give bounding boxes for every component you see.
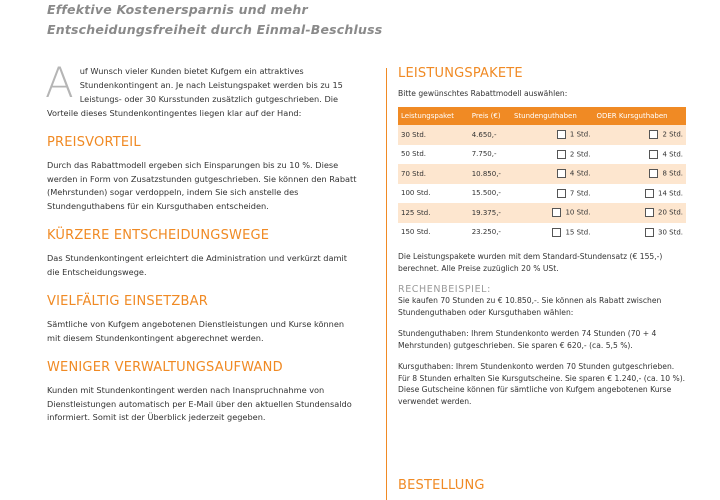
section-text: Sämtliche von Kufgem angebotenen Dienstleistungen und Kurse können mit diesem Stundenkontingent abgerechnet werden. xyxy=(47,319,345,343)
stunden-checkbox[interactable] xyxy=(552,228,561,237)
packages-subtitle: Bitte gewünschtes Rabattmodell auswählen: xyxy=(398,89,568,98)
kurs-checkbox[interactable] xyxy=(649,130,658,139)
packages-table xyxy=(398,107,686,242)
intro-text: uf Wunsch vieler Kunden bietet Kufgem ein attraktives Stundenkontingent an. Je nach Leistungspaket werden bis zu 15 Leistungs- oder 30 Kursstunden zusätzlich gutgeschrieben. Die Vorteile dieses Stundenkontingentes liegen klar auf der Hand: xyxy=(47,66,343,118)
table-row xyxy=(398,145,686,165)
preis-cell: 7.750,- xyxy=(469,145,511,165)
kurs-cell: 30 Std. xyxy=(658,228,683,237)
section-text: Kunden mit Stundenkontingent werden nach Inanspruchnahme von Dienstleistungen automatisch per E-Mail über den aktuellen Stundensaldo informiert. Somit ist der Überblick jederzeit gegeben. xyxy=(47,385,352,422)
preis-cell: 10.850,- xyxy=(469,164,511,184)
stunden-checkbox[interactable] xyxy=(557,150,566,159)
paket-cell: 50 Std. xyxy=(398,145,469,165)
right-column xyxy=(398,66,688,407)
stunden-checkbox[interactable] xyxy=(552,208,561,217)
kurs-cell: 8 Std. xyxy=(662,169,683,178)
section-einsetzbar xyxy=(47,294,357,345)
stunden-checkbox[interactable] xyxy=(557,169,566,178)
paket-cell: 30 Std. xyxy=(398,125,469,145)
paket-cell: 100 Std. xyxy=(398,184,469,204)
headline-line-1: Effektive Kostenersparnis und mehr xyxy=(47,2,308,17)
intro-paragraph xyxy=(45,58,357,120)
header-preis: Preis (€) xyxy=(469,107,511,125)
packages-title: LEISTUNGSPAKETE xyxy=(398,66,523,81)
stunden-cell: 1 Std. xyxy=(569,130,591,139)
kurs-cell: 2 Std. xyxy=(662,130,683,139)
stunden-cell: 2 Std. xyxy=(569,150,591,159)
preis-cell: 15.500,- xyxy=(469,184,511,204)
section-title: PREISVORTEIL xyxy=(47,135,141,150)
stunden-checkbox[interactable] xyxy=(557,130,566,139)
example-title: RECHENBEISPIEL: xyxy=(398,284,491,295)
table-row xyxy=(398,203,686,223)
dropcap: A xyxy=(45,58,74,107)
header-paket: Leistungspaket xyxy=(398,107,469,125)
section-title: WENIGER VERWALTUNGSAUFWAND xyxy=(47,360,283,375)
kurs-cell: 4 Std. xyxy=(662,150,683,159)
section-verwaltungsaufwand xyxy=(47,360,357,425)
stunden-cell: 7 Std. xyxy=(569,189,591,198)
kurs-cell: 14 Std. xyxy=(658,189,683,198)
table-row xyxy=(398,125,686,145)
section-title: KÜRZERE ENTSCHEIDUNGSWEGE xyxy=(47,228,270,243)
section-title: VIELFÄLTIG EINSETZBAR xyxy=(47,294,208,309)
section-entscheidungswege xyxy=(47,228,357,279)
stunden-cell: 15 Std. xyxy=(565,228,591,237)
section-text: Das Stundenkontingent erleichtert die Administration und verkürzt damit die Entscheidungswege. xyxy=(47,253,347,277)
table-row xyxy=(398,223,686,243)
paket-cell: 125 Std. xyxy=(398,203,469,223)
section-text: Durch das Rabattmodell ergeben sich Einsparungen bis zu 10 %. Diese werden in Form von Zusatzstunden gutgeschrieben. Sie können den Rabatt (Mehrstunden) sogar verdoppeln, indem Sie sich anstelle des Stundenguthabens für ein Kursguthaben entscheiden. xyxy=(47,160,357,211)
packages-note: Die Leistungspakete wurden mit dem Standard-Stundensatz (€ 155,-) berechnet. Alle Preise zuzüglich 20 % USt. xyxy=(398,252,663,273)
paket-cell: 70 Std. xyxy=(398,164,469,184)
left-column xyxy=(45,58,357,425)
stunden-checkbox[interactable] xyxy=(557,189,566,198)
preis-cell: 23.250,- xyxy=(469,223,511,243)
table-row xyxy=(398,184,686,204)
header-stunden: Stundenguthaben xyxy=(511,107,593,125)
header-kurs: ODER Kursguthaben xyxy=(593,107,686,125)
preis-cell: 19.375,- xyxy=(469,203,511,223)
table-header-row xyxy=(398,107,686,125)
example-kurs: Kursguthaben: Ihrem Stundenkonto werden 70 Stunden gutgeschrieben. Für 8 Stunden erhalten Sie Kursgutscheine. Sie sparen € 1.240,- (ca. 10 %). Diese Gutscheine können für sämtliche von Kufgem angebotenen Kurse verwendet werden. xyxy=(398,362,686,406)
kurs-checkbox[interactable] xyxy=(645,228,654,237)
example-intro: Sie kaufen 70 Stunden zu € 10.850,-. Sie können als Rabatt zwischen Stundenguthaben oder Kursguthaben wählen: xyxy=(398,296,662,317)
table-row xyxy=(398,164,686,184)
stunden-cell: 10 Std. xyxy=(565,208,591,217)
kurs-checkbox[interactable] xyxy=(645,189,654,198)
column-divider xyxy=(386,68,387,500)
order-title: BESTELLUNG xyxy=(398,478,485,493)
stunden-cell: 4 Std. xyxy=(569,169,591,178)
headline xyxy=(47,0,387,40)
kurs-checkbox[interactable] xyxy=(649,169,658,178)
preis-cell: 4.650,- xyxy=(469,125,511,145)
paket-cell: 150 Std. xyxy=(398,223,469,243)
headline-line-2: Entscheidungsfreiheit durch Einmal-Beschluss xyxy=(47,22,383,37)
section-preisvorteil xyxy=(47,135,357,213)
kurs-checkbox[interactable] xyxy=(649,150,658,159)
kurs-cell: 20 Std. xyxy=(658,208,683,217)
kurs-checkbox[interactable] xyxy=(645,208,654,217)
example-stunden: Stundenguthaben: Ihrem Stundenkonto werden 74 Stunden (70 + 4 Mehrstunden) gutgeschrieben. Sie sparen € 620,- (ca. 5,5 %). xyxy=(398,329,657,350)
